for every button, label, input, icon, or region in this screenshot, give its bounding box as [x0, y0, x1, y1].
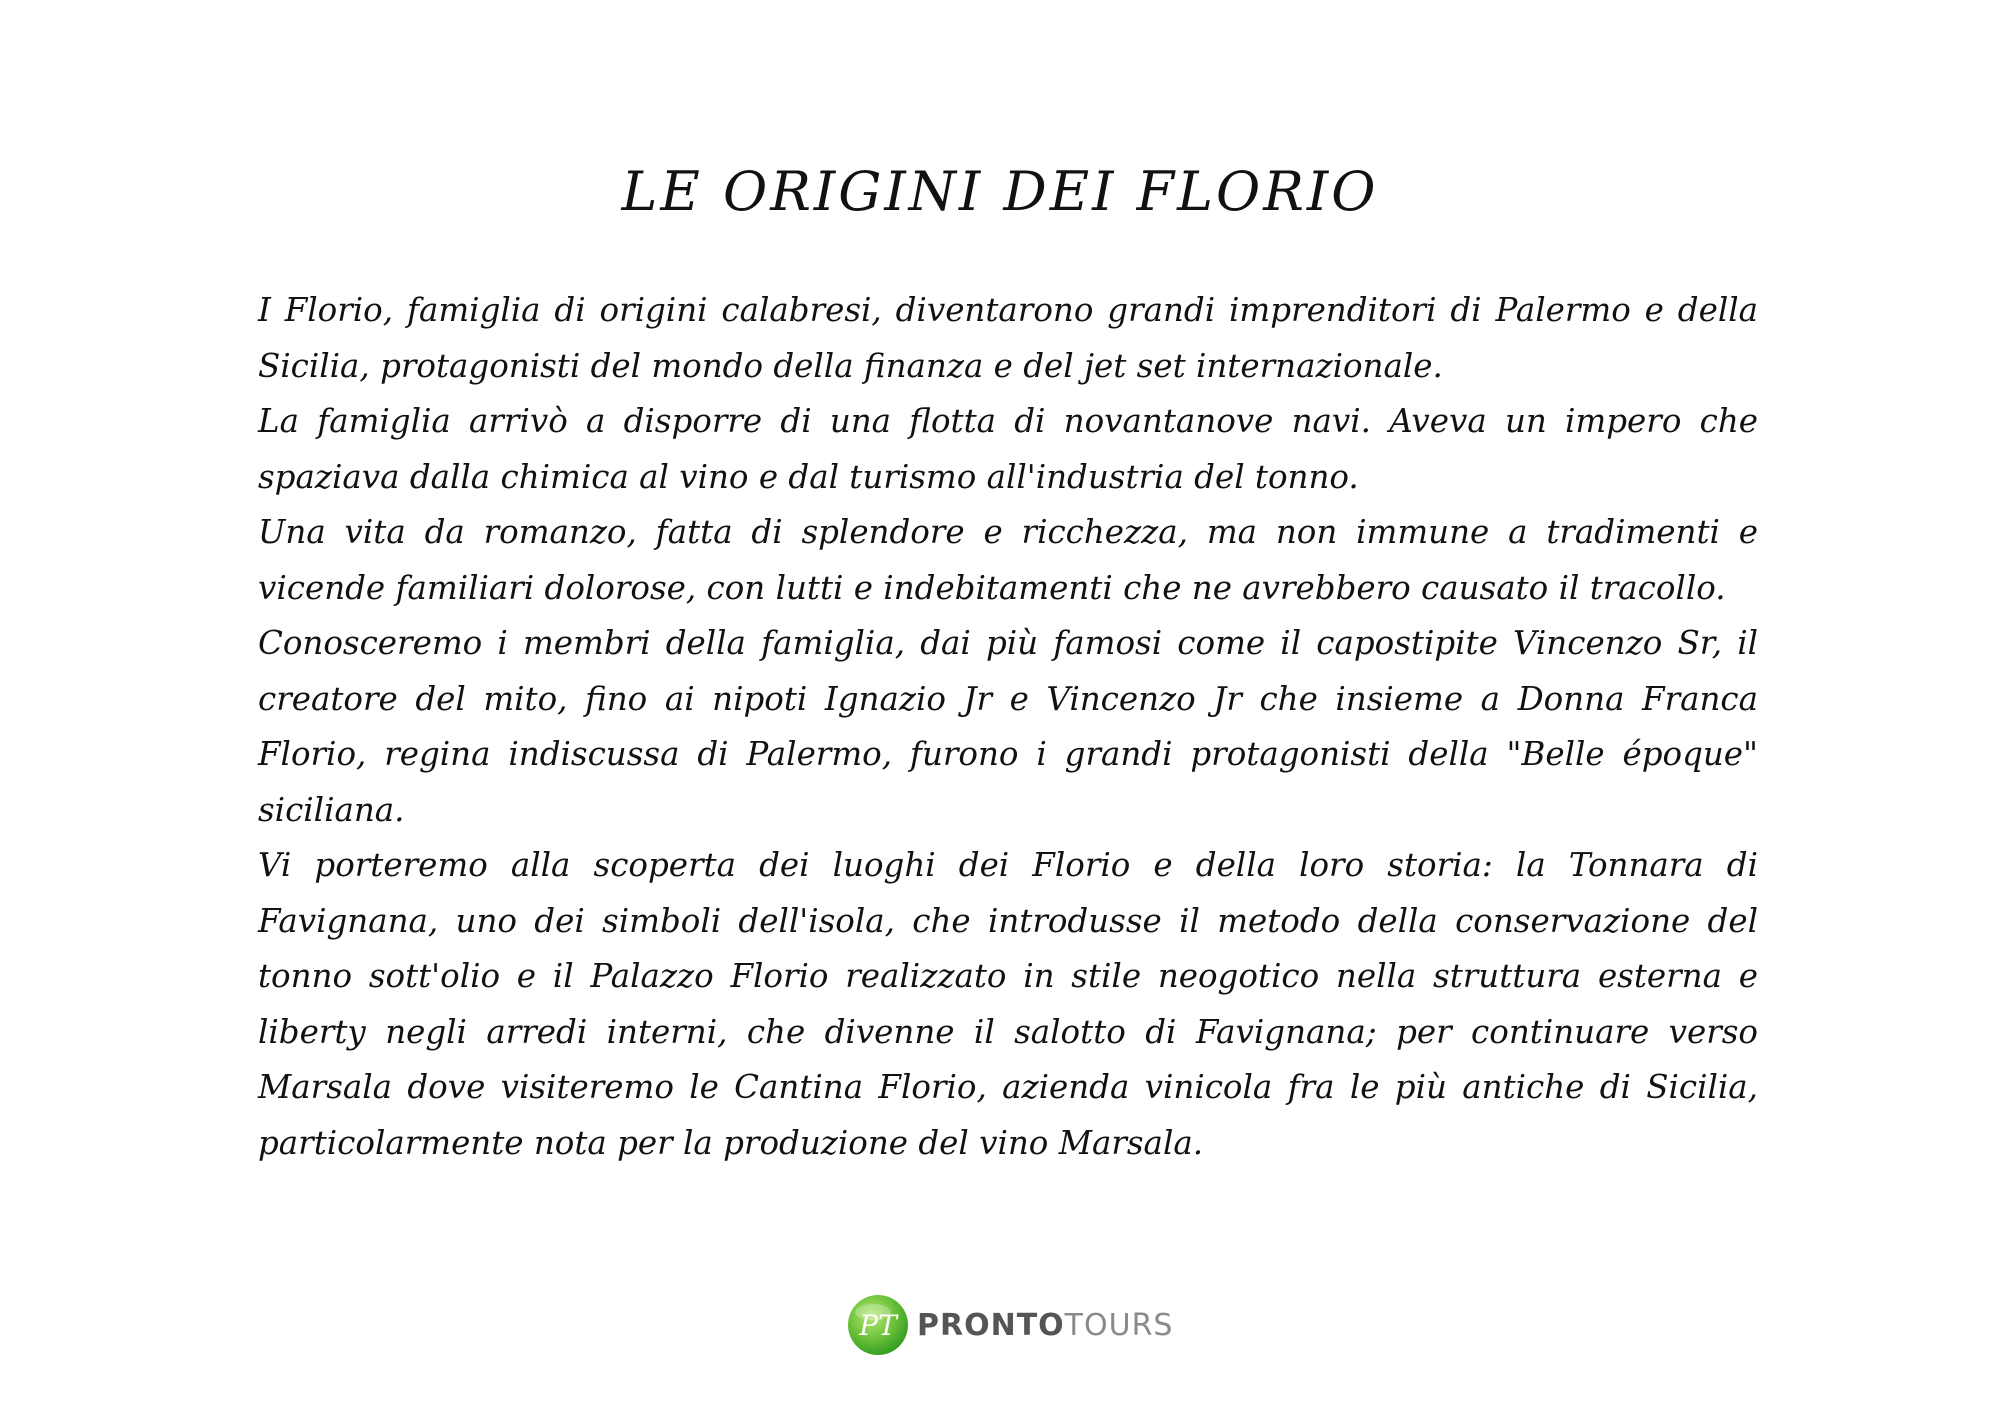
- prontotours-logo-icon: [845, 1292, 911, 1358]
- paragraph-1: I Florio, famiglia di origini calabresi, diventarono grandi imprenditori di Palermo e della Sicilia, protagonisti del mondo della finanza e del jet set internazionale.: [258, 291, 1758, 385]
- paragraph-2: La famiglia arrivò a disporre di una flotta di novantanove navi. Aveva un impero che spaziava dalla chimica al vino e dal turismo all'industria del tonno.: [258, 402, 1758, 496]
- prontotours-logo: [845, 1289, 1173, 1361]
- page-title: LE ORIGINI DEI FLORIO: [621, 160, 1379, 223]
- logo-name-light: TOURS: [1064, 1307, 1174, 1343]
- paragraph-3: Una vita da romanzo, fatta di splendore e ricchezza, ma non immune a tradimenti e vicende familiari dolorose, con lutti e indebitamenti che ne avrebbero causato il tracollo.: [258, 513, 1758, 607]
- logo-wordmark: [917, 1308, 1173, 1343]
- logo-name-strong: PRONTO: [917, 1307, 1065, 1343]
- logo-mark-text: PT: [859, 1309, 897, 1342]
- paragraph-4: Conosceremo i membri della famiglia, dai più famosi come il capostipite Vincenzo Sr, il creatore del mito, fino ai nipoti Ignazio Jr e Vincenzo Jr che insieme a Donna Franca Florio, regina indiscussa di Palermo, furono i grandi protagonisti della "Belle époque" siciliana.: [258, 624, 1758, 829]
- body-text: [258, 283, 1758, 1171]
- paragraph-5: Vi porteremo alla scoperta dei luoghi dei Florio e della loro storia: la Tonnara di Favignana, uno dei simboli dell'isola, che introdusse il metodo della conservazione del tonno sott'olio e il Palazzo Florio realizzato in stile neogotico nella struttura esterna e liberty negli arredi interni, che divenne il salotto di Favignana; per continuare verso Marsala dove visiteremo le Cantina Florio, azienda vinicola fra le più antiche di Sicilia, particolarmente nota per la produzione del vino Marsala.: [258, 846, 1758, 1162]
